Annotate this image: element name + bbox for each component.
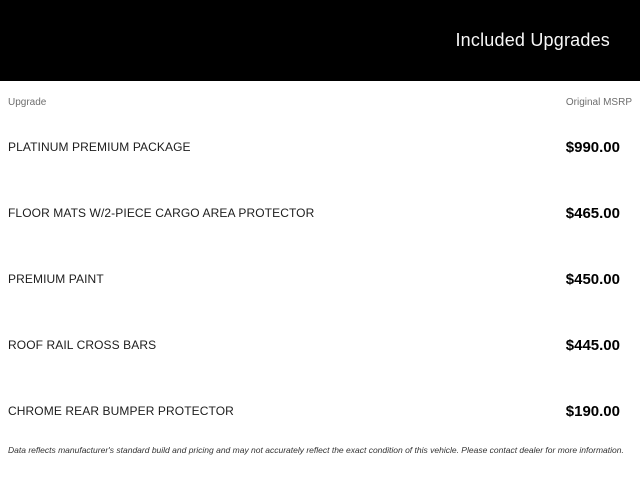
header-bar <box>0 0 640 81</box>
table-row <box>0 180 640 246</box>
page-title: Included Upgrades <box>455 30 610 50</box>
column-header-upgrade: Upgrade <box>8 97 47 108</box>
table-row <box>0 378 640 444</box>
upgrade-price: $450.00 <box>565 270 620 288</box>
table-column-headers <box>0 81 640 109</box>
table-row <box>0 246 640 312</box>
upgrade-price: $990.00 <box>565 138 620 156</box>
upgrade-name: PLATINUM PREMIUM PACKAGE <box>8 140 191 154</box>
upgrade-price: $445.00 <box>565 336 620 354</box>
upgrade-name: FLOOR MATS W/2-PIECE CARGO AREA PROTECTOR <box>8 206 315 220</box>
upgrade-name: CHROME REAR BUMPER PROTECTOR <box>8 404 234 418</box>
table-row <box>0 114 640 180</box>
column-header-original-msrp: Original MSRP <box>565 97 632 108</box>
disclaimer-text: Data reflects manufacturer's standard build and pricing and may not accurately reflect the exact condition of this vehicle. Please contact dealer for more information. <box>8 445 624 455</box>
upgrade-price: $190.00 <box>565 402 620 420</box>
upgrade-name: PREMIUM PAINT <box>8 272 104 286</box>
upgrade-name: ROOF RAIL CROSS BARS <box>8 338 157 352</box>
upgrades-list <box>0 114 640 444</box>
table-row <box>0 312 640 378</box>
upgrade-price: $465.00 <box>565 204 620 222</box>
